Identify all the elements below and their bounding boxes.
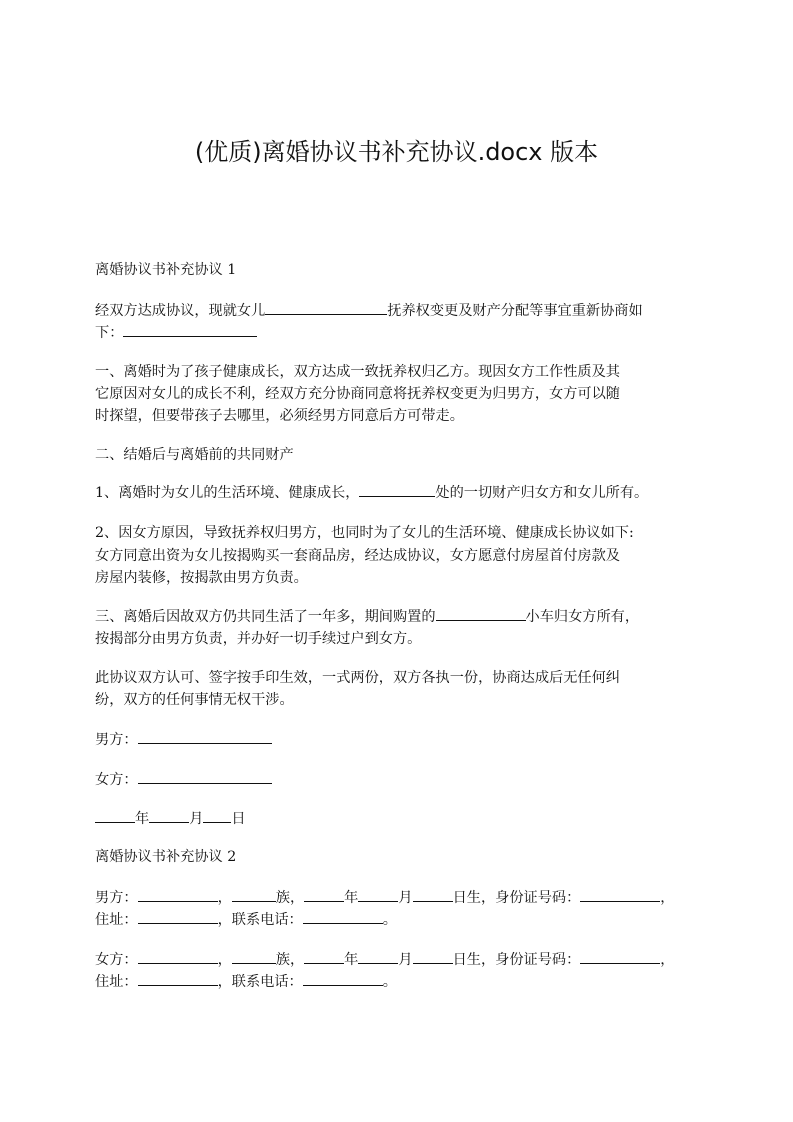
section1-heading: 离婚协议书补充协议 1 <box>95 262 237 278</box>
female-month-blank[interactable] <box>358 949 398 964</box>
clause3-text-b: 小车归女方所有， <box>525 609 640 625</box>
female-day-blank[interactable] <box>413 949 453 964</box>
clause1-line-3: 时探望，但要带孩子去哪里，必须经男方同意后方可带走。 <box>95 408 464 424</box>
phone-label: ，联系电话： <box>217 974 303 990</box>
male-signature-line <box>95 729 707 751</box>
date-line <box>95 808 707 830</box>
comma: ， <box>660 952 675 968</box>
intro-text-a: 经双方达成协议，现就女儿 <box>95 303 266 319</box>
section2-heading: 离婚协议书补充协议 2 <box>95 849 237 865</box>
intro-blank[interactable] <box>123 322 257 337</box>
male-label: 男方： <box>95 732 138 748</box>
daughter-name-blank[interactable] <box>265 300 387 315</box>
birth-label: 日生，身份证号码： <box>452 890 581 906</box>
female-ethnic-blank[interactable] <box>232 949 276 964</box>
male-address-blank[interactable] <box>138 909 218 924</box>
period: 。 <box>382 912 397 928</box>
year-label: 年 <box>344 952 359 968</box>
comma: ， <box>217 890 232 906</box>
clause2-2-line-3: 房屋内装修，按揭款由男方负责。 <box>95 570 308 586</box>
birth-label: 日生，身份证号码： <box>452 952 581 968</box>
female-prefix: 女方： <box>95 952 138 968</box>
period: 。 <box>382 974 397 990</box>
intro-text-c: 下： <box>95 325 124 341</box>
clause3-line-1 <box>95 606 707 628</box>
clause2-heading: 二、结婚后与离婚前的共同财产 <box>95 447 294 463</box>
clause3-line-2: 按揭部分由男方负责，并办好一切手续过户到女方。 <box>95 631 422 647</box>
month-label: 月 <box>398 952 413 968</box>
month-blank[interactable] <box>149 808 189 823</box>
intro-text-b: 抚养权变更及财产分配等事宜重新协商如 <box>387 303 643 319</box>
male-phone-blank[interactable] <box>303 909 383 924</box>
clause2-1-text-b: 处的一切财产归女方和女儿所有。 <box>435 485 649 501</box>
female-signature-blank[interactable] <box>138 769 272 784</box>
female-party-line-2 <box>95 971 707 993</box>
month-label: 月 <box>398 890 413 906</box>
day-label: 日 <box>231 811 246 827</box>
female-name-blank[interactable] <box>138 949 218 964</box>
day-blank[interactable] <box>203 808 231 823</box>
clause1-line-2: 它原因对女儿的成长不利，经双方充分协商同意将抚养权变更为归男方，女方可以随 <box>95 386 620 402</box>
comma: ， <box>217 952 232 968</box>
male-day-blank[interactable] <box>413 887 453 902</box>
male-signature-blank[interactable] <box>138 729 272 744</box>
month-label: 月 <box>189 811 204 827</box>
female-phone-blank[interactable] <box>303 971 383 986</box>
intro-line-1 <box>95 300 707 322</box>
phone-label: ，联系电话： <box>217 912 303 928</box>
female-signature-line <box>95 769 707 791</box>
clause2-2-line-2: 女方同意出资为女儿按揭购买一套商品房，经达成协议，女方愿意付房屋首付房款及 <box>95 548 620 564</box>
intro-line-2 <box>95 322 707 344</box>
year-label: 年 <box>135 811 150 827</box>
ethnic-label: 族， <box>275 952 305 968</box>
address-label: 住址： <box>95 974 138 990</box>
female-year-blank[interactable] <box>304 949 344 964</box>
male-month-blank[interactable] <box>358 887 398 902</box>
clause3-text-a: 三、离婚后因故双方仍共同生活了一年多，期间购置的 <box>95 609 436 625</box>
male-party-line-1 <box>95 887 707 909</box>
female-id-blank[interactable] <box>580 949 660 964</box>
year-label: 年 <box>344 890 359 906</box>
female-party-line-1 <box>95 949 707 971</box>
year-blank[interactable] <box>95 808 135 823</box>
clause2-1-text-a: 1、离婚时为女儿的生活环境、健康成长， <box>95 485 360 501</box>
ethnic-label: 族， <box>275 890 305 906</box>
document-title: (优质)离婚协议书补充协议.docx 版本 <box>194 138 599 166</box>
property-location-blank[interactable] <box>359 482 435 497</box>
car-blank[interactable] <box>436 606 526 621</box>
effect-line-1: 此协议双方认可、签字按手印生效，一式两份，双方各执一份，协商达成后无任何纠 <box>95 670 620 686</box>
comma: ， <box>660 890 675 906</box>
clause2-2-line-1: 2、因女方原因，导致抚养权归男方，也同时为了女儿的生活环境、健康成长协议如下: <box>95 525 634 541</box>
male-year-blank[interactable] <box>304 887 344 902</box>
male-prefix: 男方： <box>95 890 138 906</box>
clause1-line-1: 一、离婚时为了孩子健康成长，双方达成一致抚养权归乙方。现因女方工作性质及其 <box>95 364 620 380</box>
male-name-blank[interactable] <box>138 887 218 902</box>
effect-line-2: 纷，双方的任何事情无权干涉。 <box>95 692 294 708</box>
male-id-blank[interactable] <box>580 887 660 902</box>
clause2-1 <box>95 482 707 504</box>
male-ethnic-blank[interactable] <box>232 887 276 902</box>
female-address-blank[interactable] <box>138 971 218 986</box>
male-party-line-2 <box>95 909 707 931</box>
female-label: 女方： <box>95 772 138 788</box>
address-label: 住址： <box>95 912 138 928</box>
